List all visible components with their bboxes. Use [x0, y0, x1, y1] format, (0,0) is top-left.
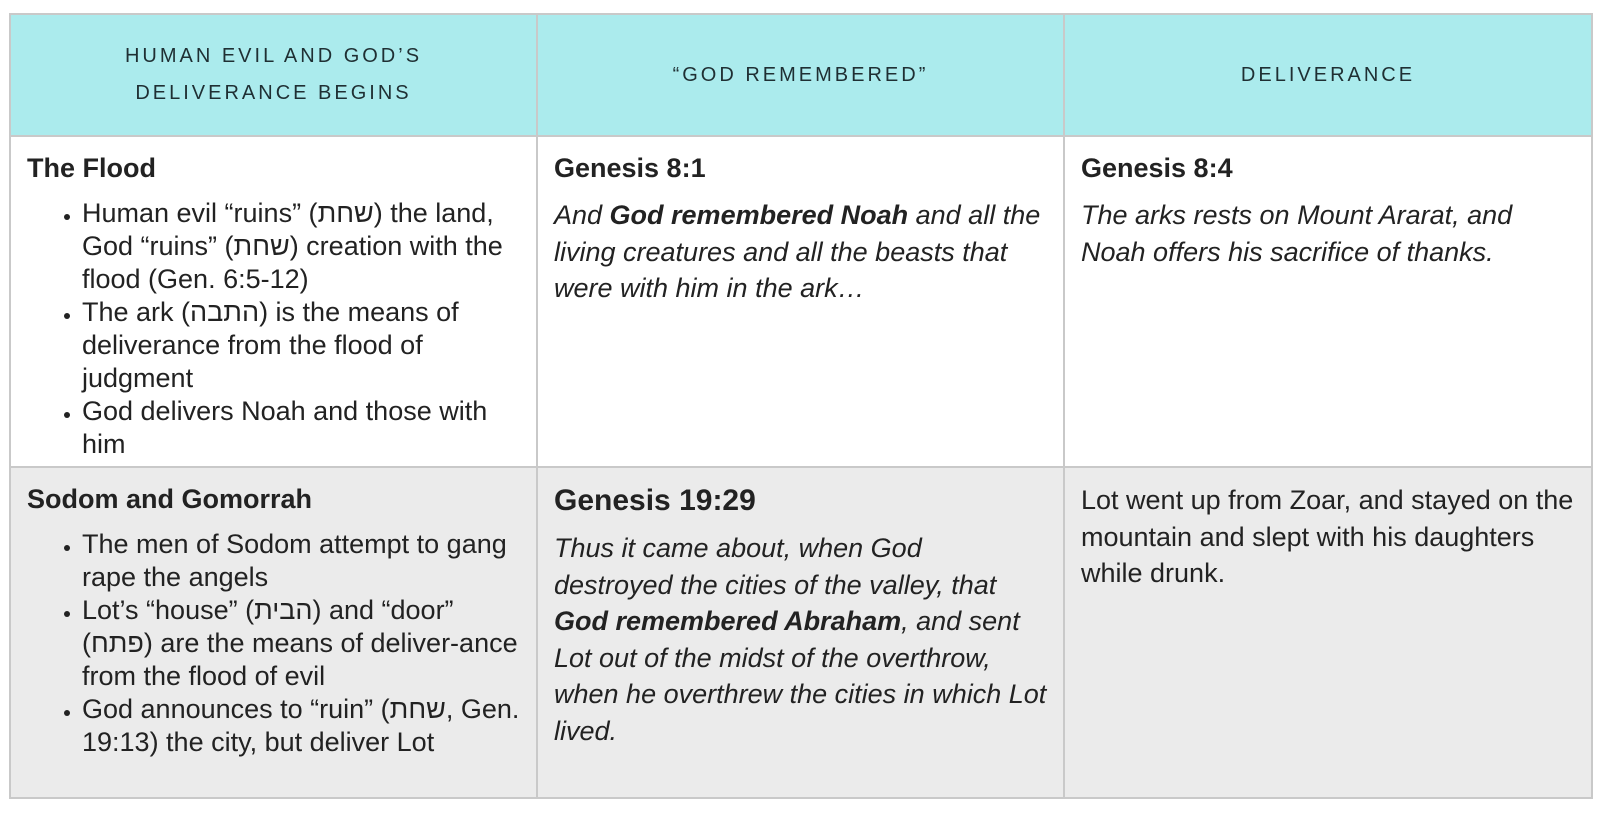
cell-sodom-description — [10, 467, 537, 798]
cell-flood-deliverance — [1064, 136, 1592, 467]
list-item: • Human evil “ruins” (שחת) the land, God “ruins” (שחת) creation with the flood (Gen. 6:5-12) — [82, 197, 520, 296]
list-item: • The men of Sodom attempt to gang rape the angels — [82, 528, 520, 594]
deliverance-text: The arks rests on Mount Ararat, and Noah offers his sacrifice of thanks. — [1081, 200, 1513, 267]
header-deliverance: DELIVERANCE — [1064, 14, 1592, 136]
scripture-quote — [554, 530, 1047, 749]
scripture-quote — [554, 197, 1047, 307]
scripture-reference: Genesis 8:1 — [554, 153, 706, 183]
quote-text: And — [554, 200, 610, 230]
quote-text: and all the living creatures and all the beasts that were with him in the ark… — [554, 200, 1041, 303]
header-human-evil: HUMAN EVIL AND GOD’S DELIVERANCE BEGINS — [10, 14, 537, 136]
comparison-table — [9, 13, 1593, 799]
table-row-flood — [10, 136, 1592, 467]
table-row-sodom — [10, 467, 1592, 798]
quote-emphasis: God remembered Noah — [609, 200, 909, 230]
quote-text: Thus it came about, when God destroyed the cities of the valley, that — [554, 533, 997, 600]
list-item: • Lot’s “house” (הבית) and “door” (פתח) are the means of deliver-ance from the flood of evil — [82, 594, 520, 693]
cell-flood-remembered — [537, 136, 1064, 467]
deliverance-text: Lot went up from Zoar, and stayed on the mountain and slept with his daughters while drunk. — [1081, 485, 1574, 588]
list-item: • God announces to “ruin” (שחת, Gen. 19:13) the city, but deliver Lot — [82, 693, 520, 759]
cell-sodom-deliverance — [1064, 467, 1592, 798]
list-item: • The ark (התבה) is the means of deliverance from the flood of judgment — [82, 296, 520, 395]
header-god-remembered: “GOD REMEMBERED” — [537, 14, 1064, 136]
bullet-list — [27, 528, 520, 759]
scripture-reference: Genesis 19:29 — [554, 484, 756, 517]
quote-text: , and sent Lot out of the midst of the overthrow, when he overthrew the cities in which Lot lived. — [554, 606, 1047, 746]
cell-flood-description — [10, 136, 537, 467]
list-item: • God delivers Noah and those with him — [82, 395, 520, 461]
cell-sodom-remembered — [537, 467, 1064, 798]
header-row — [10, 14, 1592, 136]
row-title: Sodom and Gomorrah — [27, 484, 313, 514]
bullet-list — [27, 197, 520, 461]
row-title: The Flood — [27, 153, 156, 183]
scripture-reference: Genesis 8:4 — [1081, 153, 1233, 183]
quote-emphasis: God remembered Abraham — [554, 606, 902, 636]
